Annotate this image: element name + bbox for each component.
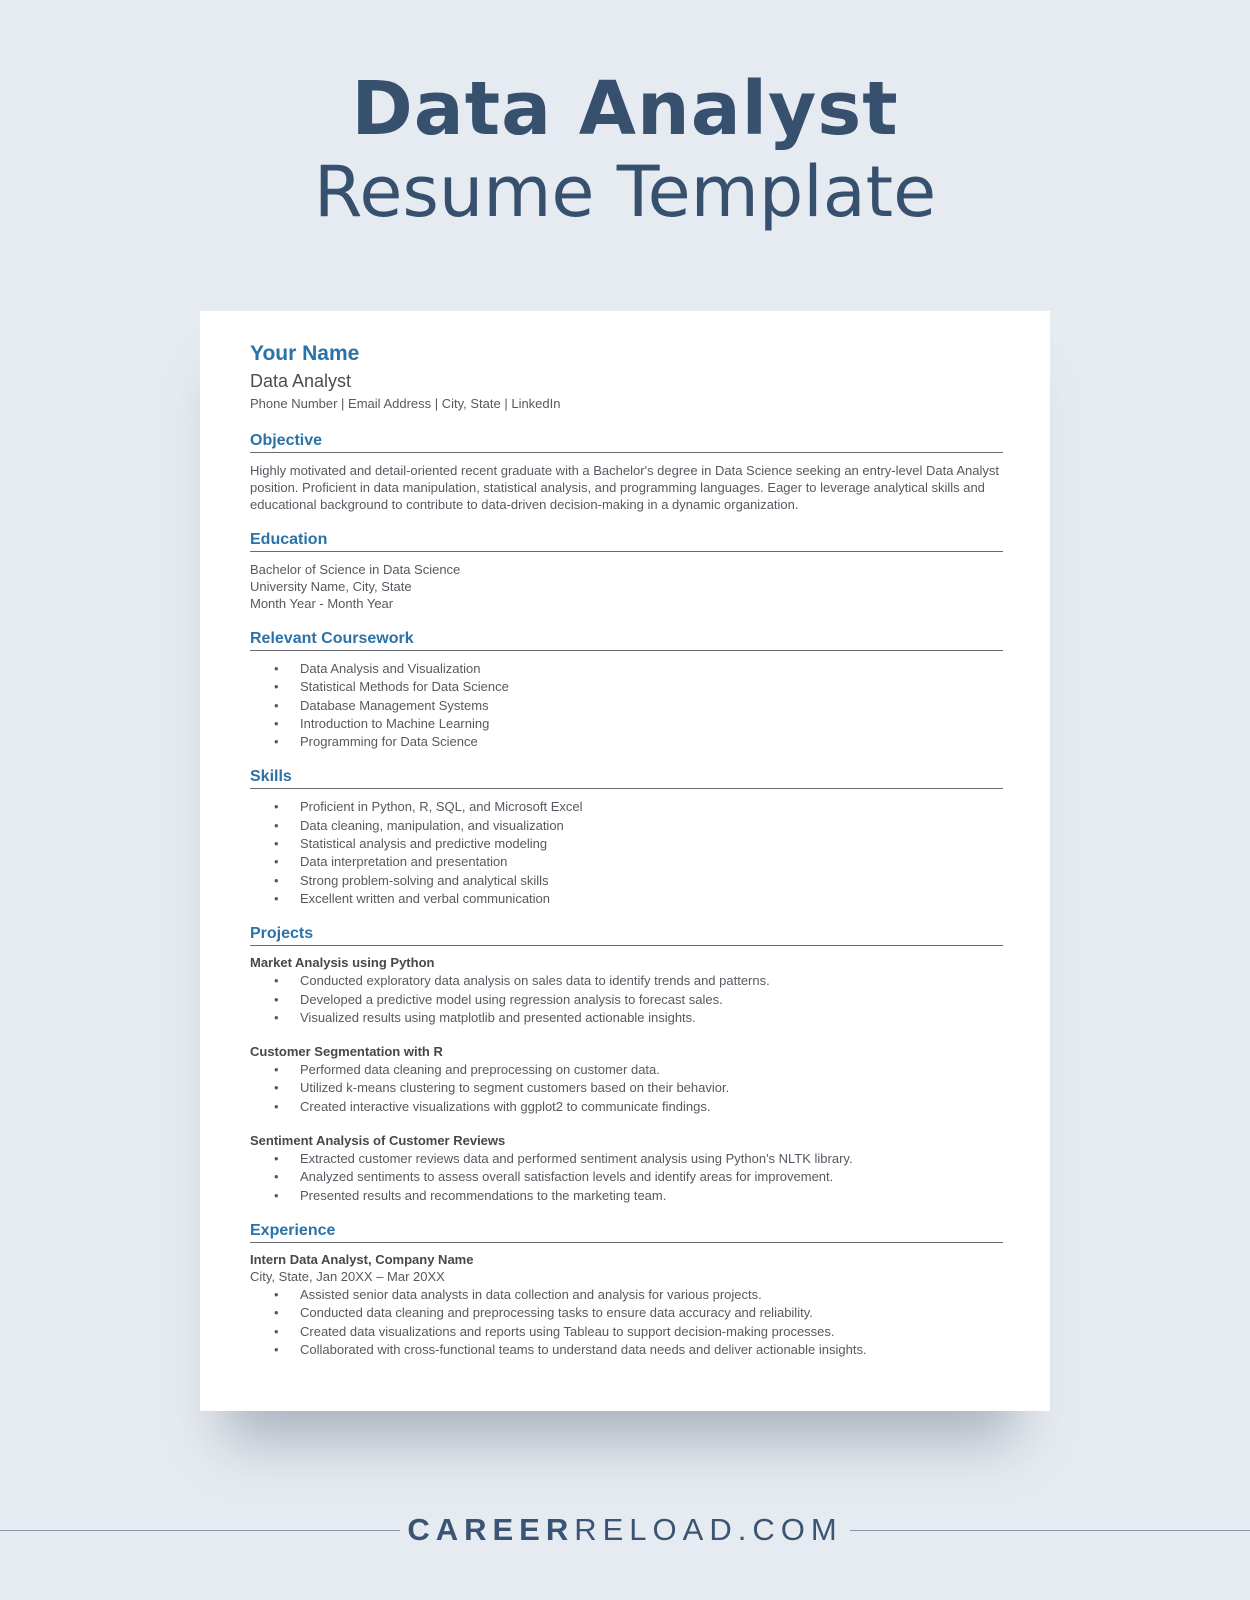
list-item: • Conducted data cleaning and preprocessing tasks to ensure data accuracy and reliability. [250, 1304, 1003, 1322]
list-item: • Created data visualizations and reports using Tableau to support decision-making processes. [250, 1323, 1003, 1341]
project-bullets [250, 972, 1003, 1027]
project-title: Market Analysis using Python [250, 955, 435, 971]
skills-heading: Skills [250, 767, 1003, 789]
footer-brand [0, 1512, 1250, 1548]
objective-heading: Objective [250, 431, 1003, 453]
education-school: University Name, City, State [250, 579, 412, 594]
project-bullets [250, 1150, 1003, 1205]
list-item: • Introduction to Machine Learning [250, 715, 1003, 733]
list-item: • Proficient in Python, R, SQL, and Microsoft Excel [250, 798, 1003, 816]
resume-name: Your Name [250, 342, 360, 365]
list-item: • Data cleaning, manipulation, and visualization [250, 817, 1003, 835]
job-title: Intern Data Analyst, Company Name [250, 1251, 474, 1267]
skills-section [250, 767, 1003, 908]
coursework-heading: Relevant Coursework [250, 629, 1003, 651]
education-degree: Bachelor of Science in Data Science [250, 562, 461, 577]
list-item: • Presented results and recommendations to the marketing team. [250, 1187, 1003, 1205]
list-item: • Conducted exploratory data analysis on sales data to identify trends and patterns. [250, 972, 1003, 990]
list-item: • Data Analysis and Visualization [250, 660, 1003, 678]
hero-subtitle: Resume Template [313, 151, 937, 233]
list-item: • Developed a predictive model using regression analysis to forecast sales. [250, 991, 1003, 1009]
objective-section [250, 431, 1003, 513]
list-item: • Database Management Systems [250, 697, 1003, 715]
list-item: • Programming for Data Science [250, 733, 1003, 751]
coursework-section [250, 629, 1003, 751]
education-section [250, 530, 1003, 612]
project-title: Sentiment Analysis of Customer Reviews [250, 1133, 506, 1149]
hero-title: Data Analyst [351, 66, 899, 152]
education-heading: Education [250, 530, 1003, 552]
experience-section [250, 1221, 1003, 1359]
coursework-list [250, 660, 1003, 751]
project-entry [250, 1132, 1003, 1205]
education-dates: Month Year - Month Year [250, 596, 394, 611]
list-item: • Visualized results using matplotlib and presented actionable insights. [250, 1009, 1003, 1027]
list-item: • Performed data cleaning and preprocessing on customer data. [250, 1061, 1003, 1079]
job-meta: City, State, Jan 20XX – Mar 20XX [250, 1268, 445, 1284]
list-item: • Created interactive visualizations with ggplot2 to communicate findings. [250, 1098, 1003, 1116]
resume-contact: Phone Number | Email Address | City, State | LinkedIn [250, 396, 561, 411]
experience-bullets [250, 1286, 1003, 1359]
footer-brand-light: RELOAD.COM [574, 1512, 843, 1547]
list-item: • Extracted customer reviews data and performed sentiment analysis using Python's NLTK library. [250, 1150, 1003, 1168]
list-item: • Analyzed sentiments to assess overall satisfaction levels and identify areas for improvement. [250, 1168, 1003, 1186]
education-details [250, 561, 1003, 612]
list-item: • Statistical analysis and predictive modeling [250, 835, 1003, 853]
list-item: • Utilized k-means clustering to segment customers based on their behavior. [250, 1079, 1003, 1097]
list-item: • Strong problem-solving and analytical skills [250, 872, 1003, 890]
resume-document [200, 311, 1050, 1411]
resume-role: Data Analyst [250, 371, 352, 391]
project-bullets [250, 1061, 1003, 1116]
footer-brand-bold: CAREER [407, 1512, 575, 1547]
objective-text: Highly motivated and detail-oriented recent graduate with a Bachelor's degree in Data Science seeking an entry-level Data Analyst position. Proficient in data manipulation, statistical analysis, and programming languages. Eager to leverage analytical skills and educational background to contribute to data-driven decision-making in a dynamic organization. [250, 463, 999, 512]
list-item: • Excellent written and verbal communication [250, 890, 1003, 908]
project-entry [250, 954, 1003, 1027]
hero-header [0, 68, 1250, 234]
skills-list [250, 798, 1003, 908]
projects-section [250, 924, 1003, 1205]
list-item: • Assisted senior data analysts in data collection and analysis for various projects. [250, 1286, 1003, 1304]
projects-heading: Projects [250, 924, 1003, 946]
project-entry [250, 1043, 1003, 1116]
experience-heading: Experience [250, 1221, 1003, 1243]
list-item: • Statistical Methods for Data Science [250, 678, 1003, 696]
list-item: • Collaborated with cross-functional teams to understand data needs and deliver actionable insights. [250, 1341, 1003, 1359]
list-item: • Data interpretation and presentation [250, 853, 1003, 871]
project-title: Customer Segmentation with R [250, 1044, 443, 1060]
